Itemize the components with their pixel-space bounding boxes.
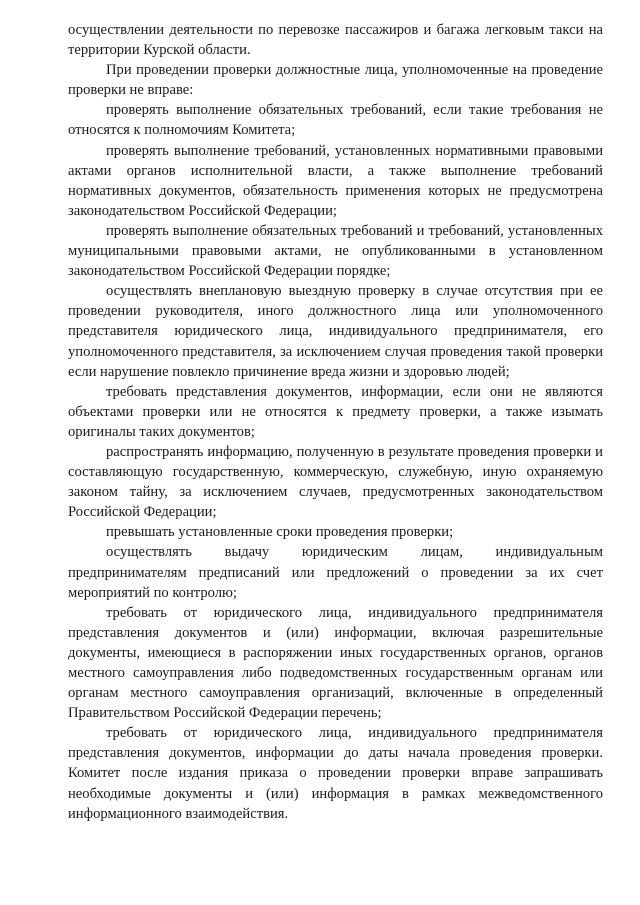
paragraph-intro: При проведении проверки должностные лица, уполномоченные на проведение проверки не вправе: [68,62,603,99]
list-item: распространять информацию, полученную в результате проведения проверки и составляющую государственную, коммерческую, служебную, иную охраняемую законом тайну, за исключением случаев, предусмотренных законодательством Российской Федерации; [68,443,603,521]
list-item: требовать от юридического лица, индивидуального предпринимателя представления документов, информации до даты начала проведения проверки. Комитет после издания приказа о проведении проверки вправе запрашивать необходимые документы и (или) информация в рамках межведомственного информационного взаимодействия. [68,725,603,822]
list-item: требовать от юридического лица, индивидуального предпринимателя представления документов и (или) информации, включая разрешительные документы, имеющиеся в распоряжении иных государственных органов, органов местного самоуправления либо подведомственных государственным органам или органам местного самоуправления организаций, включенные в определенный Правительством Российской Федерации перечень; [68,604,603,722]
document-page [68,20,603,824]
list-item: осуществлять выдачу юридическим лицам, индивидуальным предпринимателям предписаний или предложений о проведении за их счет мероприятий по контролю; [68,544,603,601]
paragraph-continuation: осуществлении деятельности по перевозке пассажиров и багажа легковым такси на территории Курской области. [68,22,603,59]
list-item: проверять выполнение обязательных требований, если такие требования не относятся к полномочиям Комитета; [68,102,603,139]
list-item: превышать установленные сроки проведения проверки; [106,524,454,541]
list-item: осуществлять внеплановую выездную проверку в случае отсутствия при ее проведении руководителя, иного должностного лица или уполномоченного представителя юридического лица, индивидуального предпринимателя, его уполномоченного представителя, за исключением случая проведения такой проверки если нарушение повлекло причинение вреда жизни и здоровью людей; [68,283,603,380]
list-item: проверять выполнение требований, установленных нормативными правовыми актами органов исполнительной власти, а также выполнение требований нормативных документов, обязательность применения которых не предусмотрена законодательством Российской Федерации; [68,142,603,219]
list-item: проверять выполнение обязательных требований и требований, установленных муниципальными правовыми актами, не опубликованными в установленном законодательством Российской Федерации порядке; [68,222,603,280]
list-item: требовать представления документов, информации, если они не являются объектами проверки или не относятся к предмету проверки, а также изымать оригиналы таких документов; [68,383,603,440]
